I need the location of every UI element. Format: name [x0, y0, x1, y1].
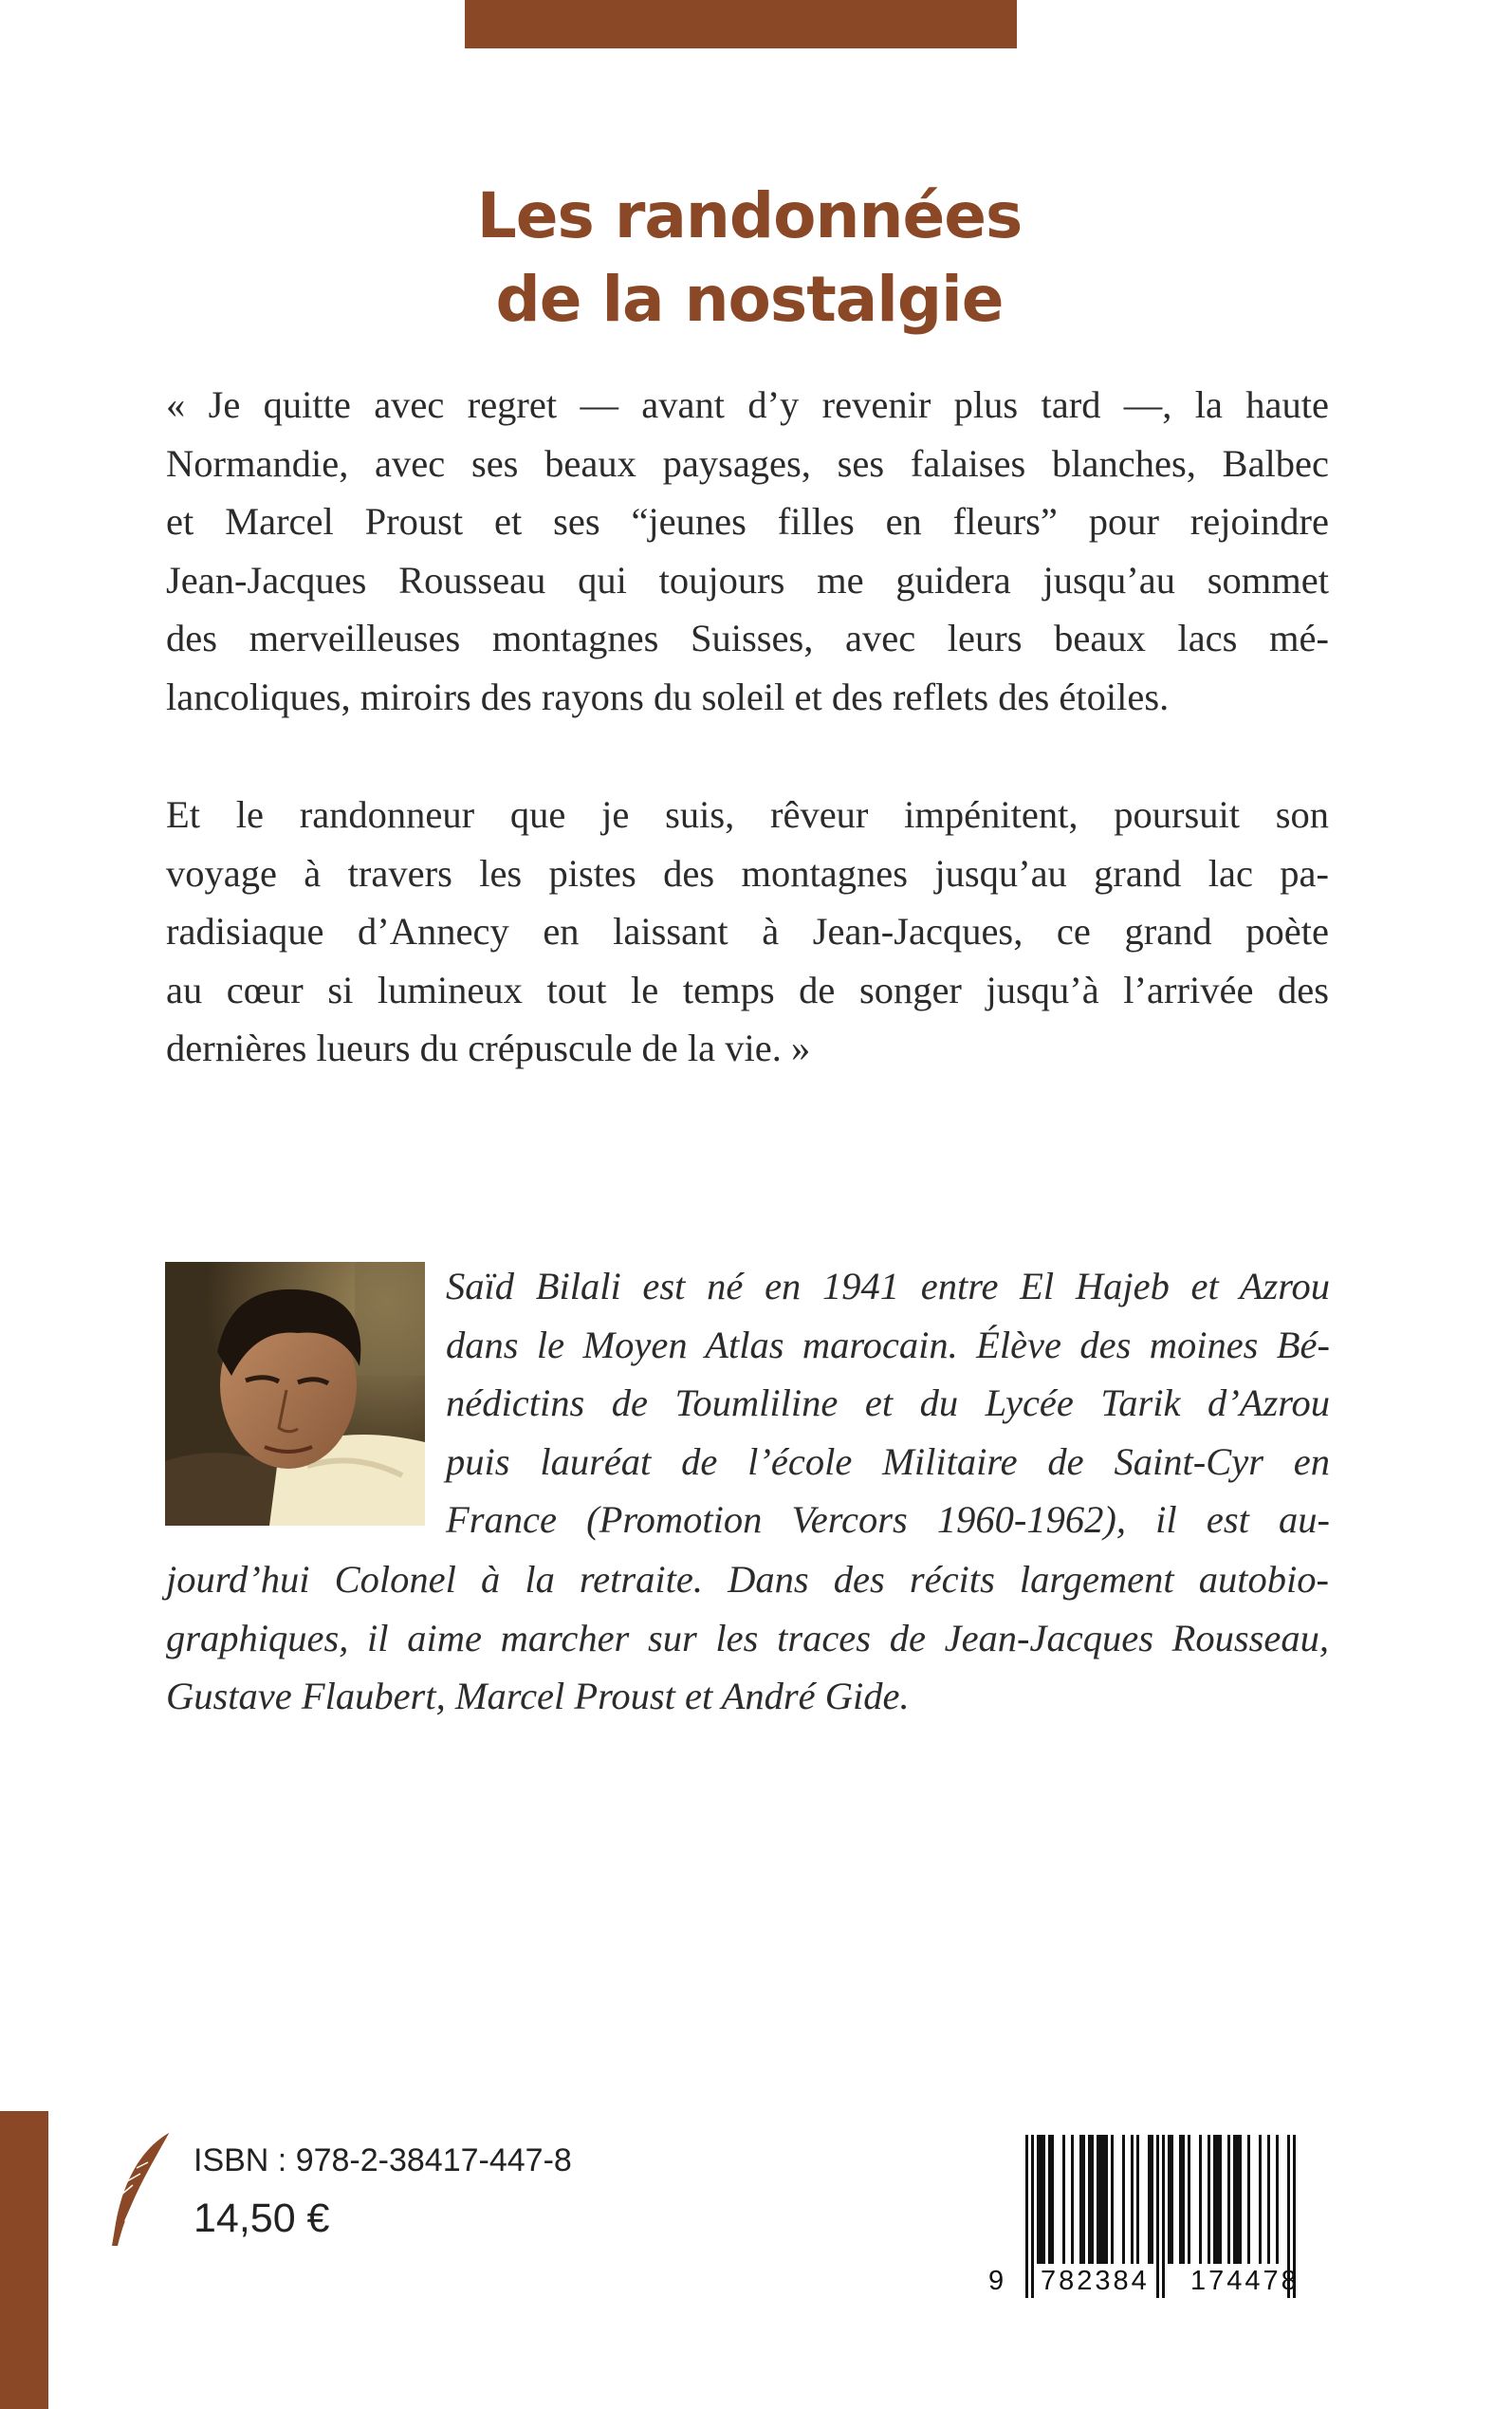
bio-line: nédictins de Toumliline et du Lycée Tarik d’Azrou: [446, 1381, 1330, 1425]
barcode-bar: [1042, 2135, 1045, 2264]
barcode-digits-left: 782384: [1041, 2266, 1150, 2296]
bio-line: France (Promotion Vercors 1960-1962), il est au-: [446, 1498, 1330, 1542]
author-portrait-illustration: [165, 1262, 425, 1526]
barcode-bar: [1171, 2135, 1173, 2264]
barcode-bar: [1151, 2135, 1153, 2264]
barcode-bar: [1213, 2135, 1216, 2264]
barcode-bar: [1099, 2135, 1102, 2264]
barcode-bar: [1091, 2135, 1094, 2264]
book-title: [285, 175, 1214, 342]
barcode-bar: [1239, 2135, 1242, 2264]
barcode-bar: [1040, 2135, 1042, 2264]
barcode-bar: [1199, 2135, 1202, 2264]
blurb-paragraph-2: [166, 786, 1329, 1078]
barcode-bar: [1082, 2135, 1085, 2264]
barcode-bar: [1136, 2135, 1139, 2264]
barcode-bar: [1105, 2135, 1108, 2264]
bio-line: puis lauréat de l’école Militaire de Saint-Cyr en: [446, 1439, 1330, 1483]
barcode-bar: [1208, 2135, 1210, 2264]
top-accent-bar: [465, 0, 1017, 48]
blurb-line: des merveilleuses montagnes Suisses, avec leurs beaux lacs mé-: [166, 617, 1329, 660]
blurb-line: Normandie, avec ses beaux paysages, ses falaises blanches, Balbec: [166, 441, 1329, 485]
blurb-line: radisiaque d’Annecy en laissant à Jean-Jacques, ce grand poète: [166, 910, 1329, 954]
barcode-digit-first: 9: [988, 2266, 1005, 2296]
barcode-bar: [1037, 2135, 1040, 2264]
bio-line: Gustave Flaubert, Marcel Proust et André Gide.: [166, 1675, 910, 1718]
left-accent-bar: [0, 2111, 48, 2409]
barcode-bar: [1088, 2135, 1091, 2264]
barcode-bar: [1219, 2135, 1222, 2264]
barcode-bar: [1247, 2135, 1250, 2264]
barcode-bar: [1025, 2135, 1028, 2298]
barcode-bar: [1097, 2135, 1099, 2264]
blurb-line: dernières lueurs du crépuscule de la vie. »: [166, 1027, 811, 1070]
barcode-bar: [1156, 2135, 1159, 2298]
barcode-bar: [1259, 2135, 1262, 2264]
blurb-line: Et le randonneur que je suis, rêveur impénitent, poursuit son: [166, 793, 1329, 836]
bio-line: jourd’hui Colonel à la retraite. Dans des récits largement autobio-: [166, 1558, 1329, 1601]
barcode-bar: [1102, 2135, 1105, 2264]
blurb-line: lancoliques, miroirs des rayons du soleil et des reflets des étoiles.: [166, 675, 1170, 718]
bio-line: graphiques, il aime marcher sur les traces de Jean-Jacques Rousseau,: [166, 1616, 1329, 1659]
barcode-bar: [1162, 2135, 1165, 2298]
barcode-bar: [1148, 2135, 1151, 2264]
feather-quill-icon: [104, 2128, 176, 2250]
author-bio-full-width: [166, 1550, 1329, 1726]
book-title-line-2: de la nostalgie: [495, 263, 1004, 337]
barcode-bar: [1071, 2135, 1074, 2264]
barcode-bar: [1122, 2135, 1125, 2264]
author-bio-beside-photo: [446, 1257, 1330, 1549]
barcode-bar: [1182, 2135, 1185, 2264]
blurb-line: « Je quitte avec regret — avant d’y revenir plus tard —, la haute: [166, 383, 1329, 426]
blurb-line: voyage à travers les pistes des montagnes jusqu’au grand lac pa-: [166, 851, 1329, 895]
barcode-bar: [1062, 2135, 1065, 2264]
blurb-line: Jean-Jacques Rousseau qui toujours me guidera jusqu’au sommet: [166, 558, 1329, 602]
barcode-bar: [1048, 2135, 1051, 2264]
barcode-bar: [1276, 2135, 1279, 2264]
barcode-digits-right: 174478: [1190, 2266, 1300, 2296]
bio-line: dans le Moyen Atlas marocain. Élève des moines Bé-: [446, 1323, 1330, 1366]
barcode-bar: [1051, 2135, 1054, 2264]
barcode-bar: [1168, 2135, 1171, 2264]
barcode-bar: [1111, 2135, 1114, 2264]
barcode-bar: [1227, 2135, 1230, 2264]
bio-line: Saïd Bilali est né en 1941 entre El Hajeb et Azrou: [446, 1265, 1330, 1307]
barcode-bar: [1031, 2135, 1034, 2298]
barcode-bar: [1179, 2135, 1182, 2264]
book-title-line-1: Les randonnées: [476, 179, 1023, 253]
blurb-line: et Marcel Proust et ses “jeunes filles en fleurs” pour rejoindre: [166, 500, 1329, 544]
barcode-bar: [1236, 2135, 1239, 2264]
barcode-bar: [1079, 2135, 1082, 2264]
blurb-line: au cœur si lumineux tout le temps de songer jusqu’à l’arrivée des: [166, 968, 1329, 1011]
isbn-text: ISBN : 978-2-38417-447-8: [194, 2142, 572, 2178]
barcode-bar: [1188, 2135, 1190, 2264]
barcode-bar: [1216, 2135, 1219, 2264]
author-photo: [165, 1262, 425, 1526]
barcode-bar: [1131, 2135, 1134, 2264]
price-text: 14,50 €: [194, 2196, 330, 2241]
blurb-paragraph-1: [166, 376, 1329, 727]
barcode-bar: [1267, 2135, 1270, 2264]
barcode-bar: [1233, 2135, 1236, 2264]
